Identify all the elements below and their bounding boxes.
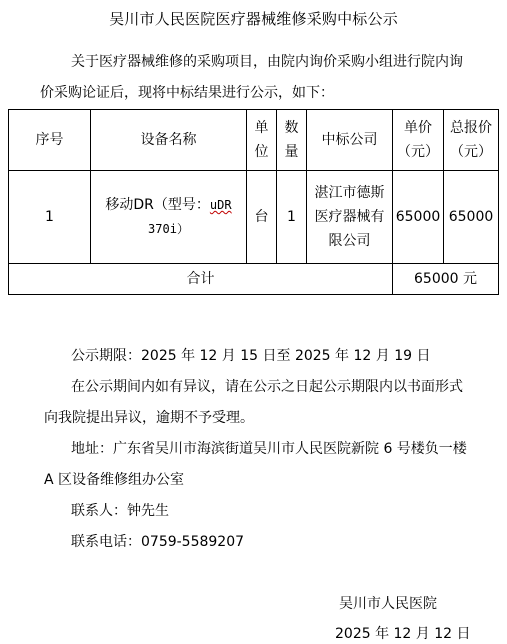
intro-line-1: 关于医疗器械维修的采购项目，由院内询价采购小组进行院内询 [71,54,463,70]
intro-line-2: 价采购论证后，现将中标结果进行公示，如下： [40,85,334,101]
signature-date: 2025 年 12 月 12 日 [335,626,471,642]
company-line3: 限公司 [328,233,371,249]
address-line-1: 地址：广东省吴川市海滨街道吴川市人民医院新院 6 号楼负一楼 [71,441,467,457]
table-row [9,171,499,264]
equipment-name-line2: 370i） [148,222,189,236]
header-unit-line1: 单 [254,120,269,136]
cell-equipment-name [91,171,247,264]
header-quantity-line1: 数 [284,120,299,136]
header-index: 序号 [9,110,91,171]
signature-organization: 吴川市人民医院 [339,596,437,612]
notice-period: 公示期限：2025 年 12 月 15 日至 2025 年 12 月 19 日 [71,348,431,364]
header-unit [247,110,277,171]
header-total-price [444,110,499,171]
table-header-row [9,110,499,171]
objection-line-1: 在公示期间内如有异议，请在公示之日起公示期限内以书面形式 [71,379,463,395]
sum-label: 合计 [9,264,393,295]
header-total-price-line2: （元） [450,144,492,160]
equipment-name-prefix: 移动DR（型号： [105,197,210,213]
header-total-price-line1: 总报价 [450,120,492,136]
contact-phone: 联系电话：0759-5589207 [71,534,245,550]
equipment-model-code: uDR [209,198,232,212]
company-line1: 湛江市德斯 [314,185,385,201]
header-unit-line2: 位 [254,144,269,160]
company-line2: 医疗器械有 [314,209,385,225]
objection-line-2: 向我院提出异议，逾期不予受理。 [44,410,254,426]
equipment-name-line1 [91,193,246,217]
cell-quantity: 1 [277,171,307,264]
cell-total-price: 65000 [444,171,499,264]
bid-result-table [8,109,499,295]
address-line-2: A 区设备维修组办公室 [44,472,185,488]
header-equipment-name: 设备名称 [91,110,247,171]
header-unit-price-line2: （元） [397,144,439,160]
cell-unit: 台 [247,171,277,264]
cell-company [307,171,393,264]
page-title: 吴川市人民医院医疗器械维修采购中标公示 [109,10,398,28]
table-sum-row [9,264,499,295]
header-quantity [277,110,307,171]
contact-person: 联系人：钟先生 [71,503,169,519]
sum-value: 65000 元 [393,264,499,295]
header-company: 中标公司 [307,110,393,171]
header-unit-price-line1: 单价 [404,120,432,136]
header-quantity-line2: 量 [284,144,299,160]
cell-unit-price: 65000 [393,171,444,264]
header-unit-price [393,110,444,171]
cell-index: 1 [9,171,91,264]
